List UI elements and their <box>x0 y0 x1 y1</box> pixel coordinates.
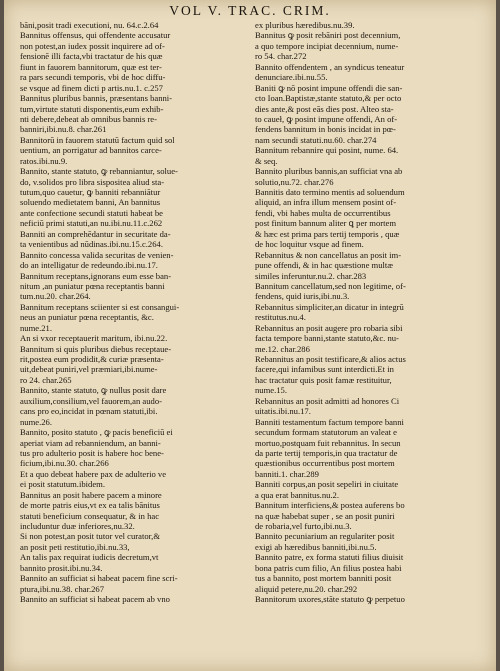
index-entry-line: dies ante,& post eās dies post. Alteo sta- <box>255 103 394 114</box>
index-entry-line: Bannito patre, ex forma statuti filius diuisit <box>255 552 404 563</box>
index-entry-line: uitatis.ibi.nu.17. <box>255 406 311 417</box>
index-entry-line: ro 24. char.265 <box>20 374 72 385</box>
index-entry-line: neficiū primi statuti,an nu.ibi.nu.11.c.262 <box>20 218 163 229</box>
index-entry-line: soluendo medietatem banni, An bannitus <box>20 197 161 208</box>
index-entry-line: fendi, vbi habes multa de occurrentibus <box>255 207 391 218</box>
index-entry-line: banniri,ibi.nu.8. char.261 <box>20 124 107 135</box>
index-entry-line: a qua erat bannitus.nu.2. <box>255 489 340 500</box>
index-entry-line: Bannitum receptans,ignorans eum esse ban- <box>20 270 172 281</box>
index-entry-line: nitum ,an puniatur pœna receptantis banni <box>20 280 165 291</box>
index-entry-line: solutio,nu.72. char.276 <box>255 176 334 187</box>
index-entry-line: Bannitus offensus, qui offendente accusatur <box>20 30 171 41</box>
index-entry-line: cans pro eo,incidat in pœnam statuti,ibi. <box>20 406 158 417</box>
index-entry-line: facere,qui infamibus sunt interdicti.Et in <box>255 364 394 375</box>
index-entry-line: Bannito pecuniarium an regulariter posit <box>255 531 395 542</box>
book-page <box>4 0 496 671</box>
index-entry-line: da parte tertij temporis,in qua tractatur de <box>255 447 398 458</box>
index-entry-line: ei posit statutum.ibidem. <box>20 479 105 490</box>
running-header: VOL V. TRAC. CRIM. <box>169 3 331 18</box>
index-entry-line: Bannito, stante statuto, ꝙ rebanniantur, solue- <box>20 166 178 177</box>
index-entry-line: fiunt in fauorem bannitorum, quæ est ter- <box>20 61 162 72</box>
index-entry-line: Bannitum cancellatum,sed non legitime, of- <box>255 280 406 291</box>
index-entry-line: Rebannitus an posit testificare,& alios actus <box>255 354 406 364</box>
index-entry-line: rit,postea eum prodidit,& curiæ præsenta- <box>20 354 164 364</box>
index-entry-line: nume.26. <box>20 416 52 427</box>
index-entry-line: na quæ habebat super , se an posit puniri <box>255 510 395 521</box>
index-entry-line: similes inferuntur.nu.2. char.283 <box>255 270 367 281</box>
index-entry-line: tutum,quo cauetur, ꝙ banniti rebanniātur <box>20 187 161 197</box>
index-entry-line: ra pars secundi temporis, vbi de hoc diffu- <box>20 72 166 83</box>
index-entry-line: ptura,ibi.nu.38. char.267 <box>20 583 105 594</box>
index-entry-line: Rebannitus & non cancellatus an posit im- <box>255 249 402 260</box>
index-entry-line: Baniti ꝙ nō posint impune offendi die san- <box>255 82 403 93</box>
index-entry-line: bāni,posit tradi executioni, nu. 64.c.2.64 <box>20 20 159 30</box>
index-entry-line: Bannitorū in fauorem statutū factum quid sol <box>20 134 175 145</box>
index-entry-line: Bannitum interficiens,& postea auferens bo <box>255 500 405 511</box>
index-entry-line: mortuo,postquam fuit rebannitus. In secun <box>255 437 401 448</box>
index-entry-line: tum.nu.20. char.264. <box>20 291 91 302</box>
index-entry-line: ex pluribus hæredibus.nu.39. <box>255 20 355 30</box>
index-entry-line: fendens bannitum in bonis incidat in pœ- <box>255 124 396 135</box>
left-index-column <box>20 20 234 605</box>
index-entry-line: aperiat viam ad rebanniendum, an banni- <box>20 437 161 448</box>
index-entry-line: bannito prosit.ibi.nu.34. <box>20 562 103 573</box>
index-entry-line: Et a quo debeat habere pax de adulterio ve <box>20 468 167 479</box>
index-entry-line: uentium, an porrigatur ad bannitos carce- <box>20 145 162 156</box>
index-entry-line: Bannito, stante statuto, ꝙ nullus posit dare <box>20 385 167 396</box>
index-entry-line: tus pro adulterio posit is habere hoc bene- <box>20 447 164 458</box>
right-index-column <box>255 20 469 605</box>
index-entry-line: & hæc est prima pars tertij temporis , quæ <box>255 228 400 239</box>
index-entry-line: cto Ioan.Baptistæ,stante statuto,& per octo <box>255 93 402 104</box>
index-entry-line: do, v.solidos pro libra sispositea aliud sta- <box>20 176 165 187</box>
index-entry-line: ante confectione secundi statuti habeat be <box>20 207 163 218</box>
index-entry-line: ta venientibus ad nūdinas.ibi.nu.15.c.264. <box>20 239 163 250</box>
index-entry-line: se vsque ad finem dicti p artis.nu.1. c.257 <box>20 82 163 93</box>
index-entry-line: aliquid petere,nu.20. char.292 <box>255 583 358 594</box>
index-entry-line: auxilium,consilium,vel fauorem,an audo- <box>20 395 162 406</box>
index-entry-line: Bannitum receptans sciienter si est consangui- <box>20 301 180 312</box>
index-entry-line: Bannitus ꝙ posit rebāniri post decennium, <box>255 30 401 41</box>
index-entry-line: uit,debeat puniri,vel præmiari,ibi.nume- <box>20 364 158 375</box>
index-entry-line: An si vxor receptauerit maritum, ibi.nu.22. <box>20 333 168 344</box>
index-entry-line: includuntur duæ inferiores,nu.32. <box>20 521 135 531</box>
index-entry-line: me.12. char.286 <box>255 343 310 354</box>
index-entry-line: quæstionibus occurrentibus post mortem <box>255 458 395 469</box>
index-entry-line: Bannito pluribus bannis,an sufficiat vna ab <box>255 166 403 177</box>
index-entry-line: tus a bannito, post mortem banniti posit <box>255 573 392 584</box>
index-entry-line: nam secundi statuti.nu.60. char.274 <box>255 134 377 145</box>
index-entry-line: & seq. <box>255 155 278 166</box>
index-entry-line: an posit peti restitutio,ibi.nu.33, <box>20 541 130 552</box>
index-entry-line: bona patris cum filio, An filius postea habi <box>255 562 402 573</box>
index-entry-line: nti debere,debeat ab omnibus bannis re- <box>20 113 157 124</box>
index-entry-line: Bannito concessa valida securitas de venien- <box>20 249 174 260</box>
index-entry-line: Bannitis dato termino mentis ad soluendum <box>255 187 405 197</box>
index-entry-line: Bannitorum uxores,stāte statuto ꝙ perpetuo <box>255 594 405 605</box>
index-entry-line: fensionē illi facta,vbi tractatur de his quæ <box>20 51 163 62</box>
index-entry-line: Bannitus pluribus bannis, præsentans banni- <box>20 93 173 104</box>
index-entry-line: aliquid, an infra illum mensem posint of- <box>255 197 397 208</box>
index-entry-line: pune offendi, & in hac quæstione multæ <box>255 260 394 271</box>
index-entry-line: post finitum bannum aliter ꝗ per mortem <box>255 218 397 229</box>
index-entry-line: nume.21. <box>20 322 52 333</box>
index-entry-line: Bannito an sufficiat si habeat pacem fine scri- <box>20 573 178 584</box>
index-entry-line: Bannito offendentem , an syndicus teneatur <box>255 61 405 72</box>
index-entry-line: de robaria,vel furto,ibi.nu.3. <box>255 521 352 531</box>
index-entry-line: Bannitum rebannire qui posint, nume. 64. <box>255 145 399 156</box>
index-entry-line: exigi ab hæredibus banniti,ibi.nu.5. <box>255 541 377 552</box>
index-entry-line: Bannito, posito statuto , ꝙ pacis beneficiū ei <box>20 427 173 438</box>
index-entry-line: non potest,an iudex possit inquirere ad of- <box>20 40 165 51</box>
index-entry-line: Rebannitus simpliciter,an dicatur in integrū <box>255 301 404 312</box>
index-entry-line: neus an puniatur pœna receptantis, &c. <box>20 312 154 323</box>
index-entry-line: Banniti an comprehēdantur in securitate da- <box>20 228 171 239</box>
index-entry-line: ratos.ibi.nu.9. <box>20 155 68 166</box>
index-entry-line: Bannito an sufficiat si habeat pacem ab vno <box>20 594 170 605</box>
index-entry-line: de hoc loquitur vsque ad finem. <box>255 239 364 250</box>
index-entry-line: to caueł, ꝙ posint impune offendi, An of- <box>255 113 398 124</box>
index-entry-line: ro 54. char.272 <box>255 51 307 62</box>
index-entry-line: fendens, quid iuris,ibi.nu.3. <box>255 291 350 302</box>
index-entry-line: statuti beneficium consequatur, & in hac <box>20 510 160 521</box>
index-entry-line: Si non potest,an posit tutor vel curator,& <box>20 531 161 542</box>
index-entry-line: banniti.1. char.289 <box>255 468 319 479</box>
index-entry-line: restitutus.nu.4. <box>255 312 306 323</box>
index-entry-line: Rebannitus an posit admitti ad honores Ci <box>255 395 400 406</box>
index-entry-line: secundum formam statutorum an valeat e <box>255 427 397 438</box>
index-entry-line: tum,virtute statuti disponentis,eum exhib- <box>20 103 164 114</box>
index-entry-line: Banniti testamentum factum tempore banni <box>255 416 404 427</box>
index-entry-line: Banniti corpus,an posit sepeliri in ciuitate <box>255 479 399 490</box>
index-entry-line: facta tempore banni,stante statuto,&c. nu- <box>255 333 399 344</box>
index-entry-line: An talis pax requirat iudicis decretum,vt <box>20 552 159 563</box>
index-entry-line: ficium,ibi.nu.30. char.266 <box>20 458 109 469</box>
index-entry-line: de morte patris eius,vt ex ea talis bānitus <box>20 500 160 511</box>
index-entry-line: Bannitus an posit habere pacem a minore <box>20 489 162 500</box>
index-entry-line: a quo tempore incipiat decennium, nume- <box>255 40 399 51</box>
index-entry-line: denunciare.ibi.nu.55. <box>255 72 328 83</box>
index-entry-line: Rebannitus an posit augere pro robaria sibi <box>255 322 403 333</box>
index-entry-line: Bannitum si quis pluribus diebus receptaue- <box>20 343 172 354</box>
index-entry-line: hac tractatur quis posit famæ restituitur, <box>255 374 392 385</box>
index-entry-line: nume.15. <box>255 385 287 396</box>
index-entry-line: do an intelligatur de redeundo.ibi.nu.17. <box>20 260 158 271</box>
